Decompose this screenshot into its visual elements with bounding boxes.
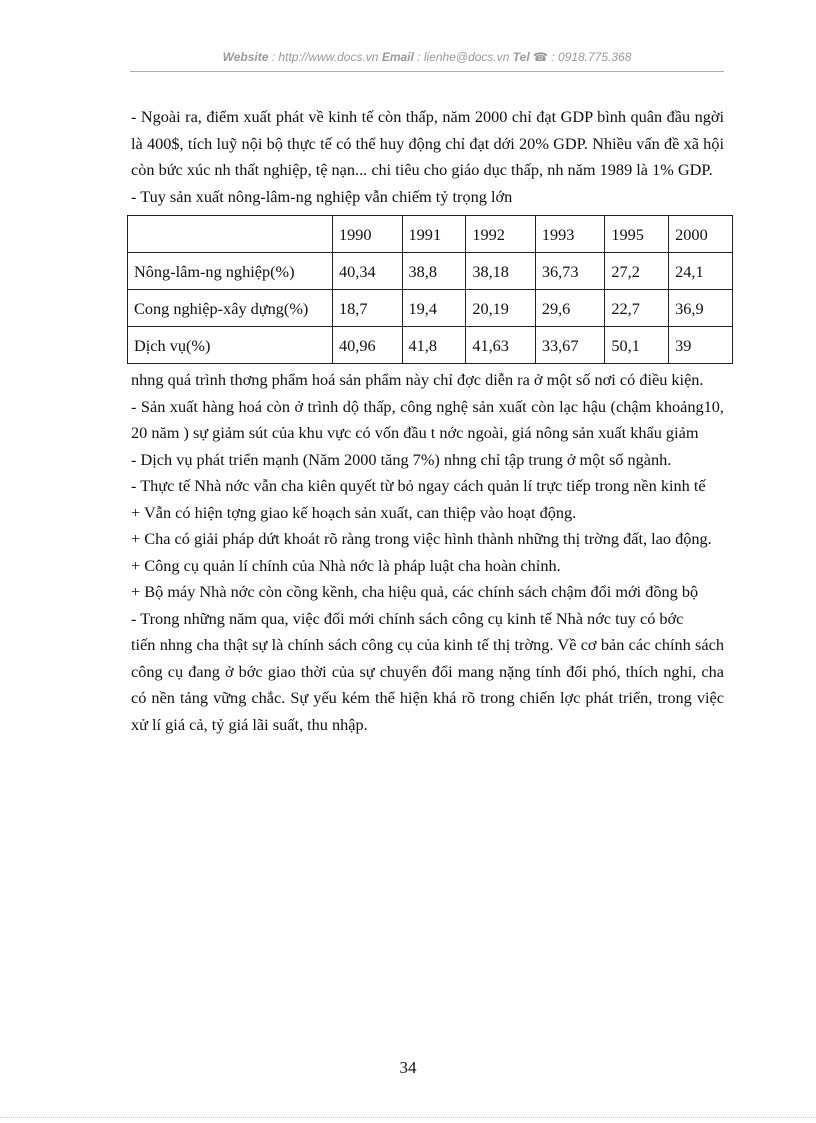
paragraph: + Công cụ quản lí chính của Nhà nớc là pháp luật cha hoàn chỉnh. xyxy=(131,555,561,575)
header-divider xyxy=(130,71,724,72)
paragraph: - Thực tế Nhà nớc vẫn cha kiên quyết từ bỏ ngay cách quản lí trực tiếp trong nền kinh tế xyxy=(131,476,706,495)
email-label: Email xyxy=(381,50,414,64)
table-row xyxy=(128,290,733,327)
tel-label: Tel ☎ xyxy=(512,50,548,64)
paragraph: + Cha có giải pháp dứt khoát rõ ràng trong việc hình thành những thị trờng đất, lao động. xyxy=(131,529,712,548)
table-cell: 38,18 xyxy=(466,253,536,290)
row-label: Dịch vụ(%) xyxy=(128,327,333,364)
document-body xyxy=(131,104,724,738)
year-header: 1993 xyxy=(535,216,605,253)
page-number: 34 xyxy=(399,1058,417,1077)
paragraph: + Bộ máy Nhà nớc còn cồng kềnh, cha hiệu quả, các chính sách chậm đổi mới đồng bộ xyxy=(131,582,699,601)
table-cell: 38,8 xyxy=(402,253,466,290)
table-cell: 29,6 xyxy=(535,290,605,327)
paragraph: - Dịch vụ phát triển mạnh (Năm 2000 tăng 7%) nhng chỉ tập trung ở một số ngành. xyxy=(131,449,672,469)
paragraph: - Tuy sản xuất nông-lâm-ng nghiệp vẫn chiếm tỷ trọng lớn xyxy=(131,186,513,206)
table-cell: 27,2 xyxy=(605,253,669,290)
page-header xyxy=(130,50,724,64)
table-cell: 50,1 xyxy=(605,327,669,364)
table-row xyxy=(128,253,733,290)
table-cell: 40,34 xyxy=(333,253,403,290)
website-label: Website xyxy=(222,50,269,64)
table-cell: 22,7 xyxy=(605,290,669,327)
table-cell: 36,9 xyxy=(669,290,733,327)
table-row xyxy=(128,327,733,364)
year-header: 1991 xyxy=(402,216,466,253)
table-cell: 33,67 xyxy=(535,327,605,364)
table-cell: 41,63 xyxy=(466,327,536,364)
table-cell: 18,7 xyxy=(333,290,403,327)
table-cell: 41,8 xyxy=(402,327,466,364)
row-label: Nông-lâm-ng nghiệp(%) xyxy=(128,253,333,290)
paragraph: tiến nhng cha thật sự là chính sách công cụ của kinh tế thị trờng. Về cơ bản các chính sách công cụ đang ở bớc giao thời của sự chuyển đổi mang nặng tính đối phó, thích nghi, cha có nền tảng vững chắc. Sự yếu kém thể hiện khá rõ trong chiến lợc phát triển, trong việc xử lí giá cả, tỷ giá lãi suất, thu nhập. xyxy=(131,635,724,734)
paragraph: - Ngoài ra, điểm xuất phát về kinh tế còn thấp, năm 2000 chỉ đạt GDP bình quân đầu ngời là 400$, tích luỹ nội bộ thực tế có thể huy động chỉ đạt dới 20% GDP. Nhiều vấn đề xã hội còn bức xúc nh thất nghiệp, tệ nạn... chi tiêu cho giáo dục thấp, nh năm 1989 là 1% GDP. xyxy=(131,107,724,179)
table-cell: 20,19 xyxy=(466,290,536,327)
table-cell: 36,73 xyxy=(535,253,605,290)
paragraph: - Trong những năm qua, việc đổi mới chính sách công cụ kinh tế Nhà nớc tuy có bớc xyxy=(131,608,684,628)
table-cell: 40,96 xyxy=(333,327,403,364)
table-corner-cell xyxy=(128,216,333,253)
paragraph: - Sản xuất hàng hoá còn ở trình dộ thấp, công nghệ sản xuất còn lạc hậu (chậm khoảng10, 20 năm ) sự giảm sút của khu vực có vốn đầu t nớc ngoài, giá nông sản xuất khẩu giảm xyxy=(131,396,724,442)
table-header-row xyxy=(128,216,733,253)
year-header: 1995 xyxy=(605,216,669,253)
tel-number: : 0918.775.368 xyxy=(551,50,632,64)
email-address[interactable]: : lienhe@docs.vn xyxy=(417,50,510,64)
table-cell: 24,1 xyxy=(669,253,733,290)
table-cell: 39 xyxy=(669,327,733,364)
page-bottom-edge xyxy=(0,1117,816,1118)
row-label: Cong nghiệp-xây dựng(%) xyxy=(128,290,333,327)
gdp-structure-table xyxy=(127,215,733,364)
website-url[interactable]: : http://www.docs.vn xyxy=(271,50,379,64)
table-cell: 19,4 xyxy=(402,290,466,327)
year-header: 2000 xyxy=(669,216,733,253)
year-header: 1992 xyxy=(466,216,536,253)
paragraph: nhng quá trình thơng phẩm hoá sản phẩm này chỉ đợc diễn ra ở một số nơi có điều kiện. xyxy=(131,370,704,389)
year-header: 1990 xyxy=(333,216,403,253)
paragraph: + Vẫn có hiện tợng giao kế hoạch sản xuất, can thiệp vào hoạt động. xyxy=(131,502,577,522)
